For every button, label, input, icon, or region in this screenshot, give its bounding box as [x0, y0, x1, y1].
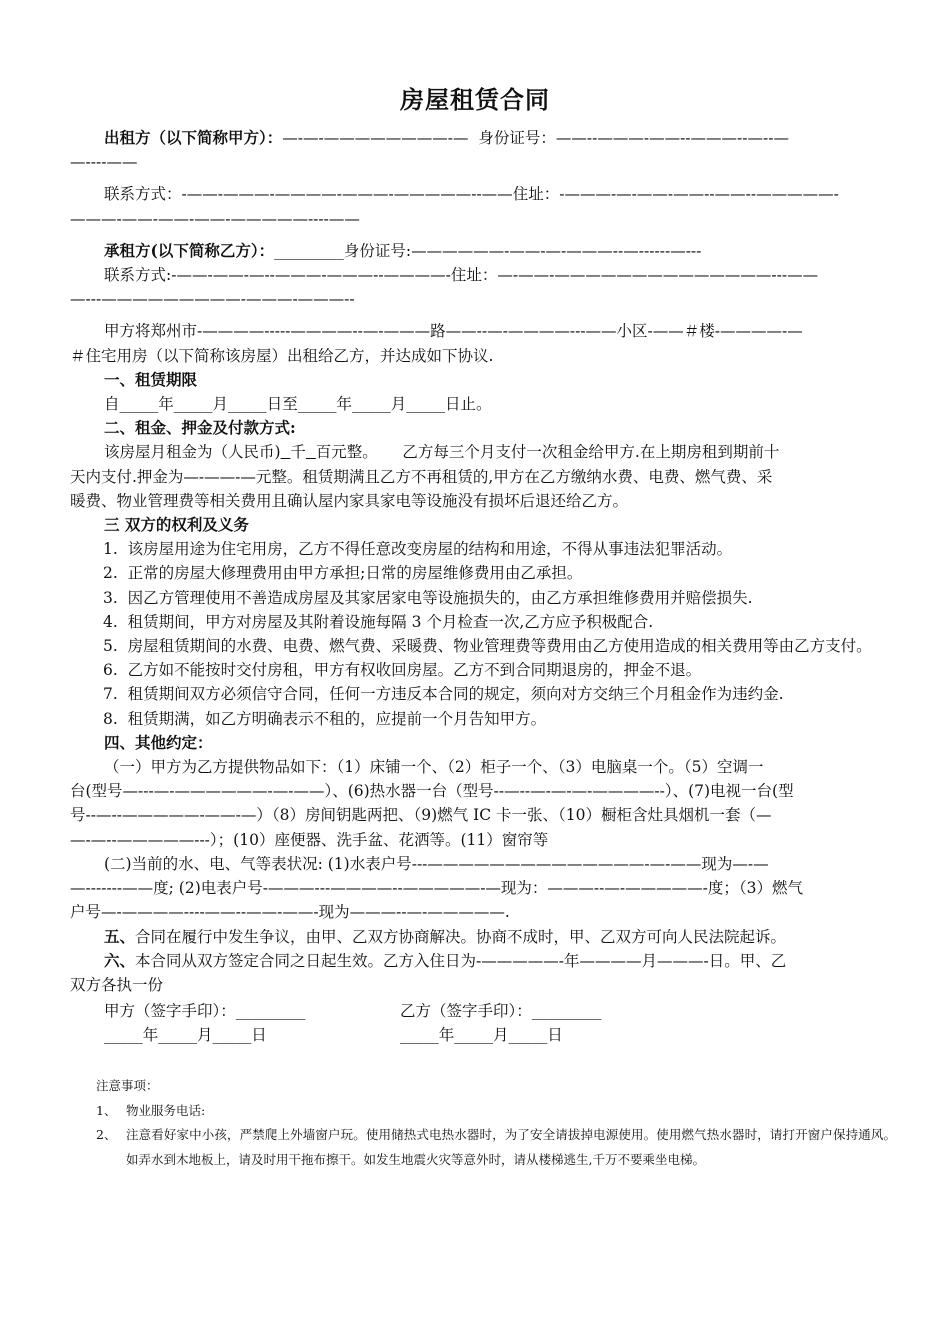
items-provided-line-2: 台(型号—---—-——————-—-——）、(6)热水器一台（型号--—--—-—-—-————--）、(7)电视一台(型	[70, 782, 794, 801]
list-item: 2. 正常的房屋大修理费用由甲方承担;日常的房屋维修费用由乙承担。	[103, 564, 583, 583]
lessee-contact-label: 联系方式:	[104, 266, 172, 285]
lessee-label: 承租方(以下简称乙方）：	[104, 240, 275, 260]
lessee-line	[70, 239, 885, 263]
rent-line-2: 天内支付.押金为—-——-—元整。租赁期满且乙方不再租赁的,甲方在乙方缴纳水费、电费、燃气费、采	[70, 467, 773, 486]
section-4-title: 四、其他约定：	[104, 732, 213, 752]
list-item: 2、 注意看好家中小孩，严禁爬上外墙窗户玩。使用储热式电热水器时，为了安全请拔掉电源使用。使用燃气热水器时，请打开窗户保持通风。如弄水到木地板上，请及时用干拖布擦干。如发生地震火灾等意外时，请从楼梯逃生,千万不要乘坐电梯。	[96, 1127, 896, 1167]
section-5: 五、合同在履行中发生争议，由甲、乙双方协商解决。协商不成时，甲、乙双方可向人民法院起诉。	[104, 926, 787, 946]
notes-section	[96, 1074, 896, 1172]
lessor-name-blank: —-—-————————-—	[282, 129, 469, 147]
lessee-addr-label: 住址：	[450, 266, 498, 285]
list-item: 8. 租赁期满，如乙方明确表示不租的，应提前一个月告知甲方。	[103, 709, 547, 728]
lessor-id-continued: —----——	[70, 153, 138, 172]
rent-line-3: 暖费、物业管理费等相关费用且确认屋内家具家电等设施没有损坏后退还给乙方。	[70, 491, 629, 510]
lessor-contact-line	[70, 182, 885, 206]
party-b-signature: 乙方（签字手印）：_________	[400, 1002, 602, 1021]
lessor-addr-blank: -———-—-——-——--——--—————-	[559, 185, 839, 204]
contract-body	[70, 126, 885, 1048]
section-5-title: 五、	[104, 926, 136, 946]
lessor-contact-label: 联系方式：	[104, 185, 182, 204]
lessor-line	[70, 126, 885, 150]
rent-hundreds-blank	[306, 443, 316, 461]
document-title: 房屋租赁合同	[400, 85, 550, 114]
intro-line-1: 甲方将郑州市-————-----————--—-———路——--—-————---——小区-——＃楼-————-—	[104, 322, 803, 341]
party-b-date: _____年_____月_____日	[400, 1026, 563, 1045]
lessee-addr-blank: —-——-——————————————---——	[497, 266, 819, 285]
items-provided-line-1: （一）甲方为乙方提供物品如下：（1）床铺一个、（2）柜子一个、（3）电脑桌一个。（5）空调一	[104, 758, 764, 777]
list-item: 5. 房屋租赁期间的水费、电费、燃气费、采暖费、物业管理费等费用由乙方使用造成的相关费用等由乙方支付。	[103, 637, 872, 656]
list-item: 4. 租赁期间，甲方对房屋及其附着设施每隔 3 个月检查一次,乙方应予积极配合.	[103, 612, 654, 631]
section-6: 六、本合同从双方签定合同之日起生效。乙方入住日为-—————-年————月———-日。甲、乙	[104, 950, 787, 970]
rent-line-1: 该房屋月租金为（人民币) 千 百元整。 乙方每三个月支付一次租金给甲方.在上期房租到期前十	[104, 443, 780, 462]
lessee-name-blank: _________	[274, 241, 344, 260]
lessee-contact-line	[70, 263, 885, 287]
intro-line-2: ＃住宅用房（以下简称该房屋）出租给乙方，并达成如下协议.	[70, 346, 494, 365]
section-3-title: 三 双方的权利及义务	[104, 515, 249, 535]
section-2-title: 二、租金、押金及付款方式:	[104, 418, 296, 438]
section-6-title: 六、	[104, 950, 136, 970]
signature-date-row	[70, 1023, 885, 1047]
lessor-addr-label: 住址：	[512, 185, 560, 204]
party-a-signature: 甲方（签字手印）：_________	[104, 1002, 306, 1021]
rent-thousands-blank	[281, 443, 291, 461]
lessee-addr-continued: —---—————————-———-———--	[70, 290, 355, 309]
notes-title: 注意事项：	[96, 1078, 159, 1093]
lease-period-line: 自_____年_____月_____日至_____年_____月_____日止。	[104, 395, 492, 414]
lessee-id-label: 身份证号:	[343, 241, 412, 260]
party-a-date: _____年_____月_____日	[104, 1026, 267, 1045]
meter-status-line-1: (二)当前的水、电、气等表状况: (1)水表户号---——————————————-—-——现为—-—	[104, 854, 769, 873]
list-item: 1、 物业服务电话:	[96, 1102, 206, 1118]
lessee-contact-blank: -——-——-—--———-———--————-	[171, 266, 451, 285]
lessor-id-blank: ——--———-——--———--—--—	[555, 129, 789, 147]
list-item: 3. 因乙方管理使用不善造成房屋及其家居家电等设施损失的，由乙方承担维修费用并赔偿损失.	[103, 588, 753, 607]
signature-row	[70, 999, 885, 1023]
items-provided-line-3: 号--—--—————-——-—）（8）房间钥匙两把、（9)燃气 IC 卡一张、（10）橱柜含灶具烟机一套（—	[70, 806, 772, 825]
lessor-id-label: 身份证号：	[478, 129, 556, 147]
lessor-label: 出租方（以下简称甲方）：	[104, 128, 283, 147]
section-6-line-2: 双方各执一份	[70, 975, 164, 994]
lessor-addr-continued: ———-——-——-——-—————----——	[70, 209, 360, 228]
section-1-title: 一、租赁期限	[104, 369, 198, 389]
lessor-contact-blank: -——-———-————-———-—————--——	[181, 185, 513, 204]
items-provided-line-4: —-—--—————---）；(10）座便器、洗手盆、花洒等。(11）窗帘等	[70, 830, 549, 849]
list-item: 1. 该房屋用途为住宅用房，乙方不得任意改变房屋的结构和用途，不得从事违法犯罪活动。	[103, 540, 733, 559]
meter-status-line-3: 户号—-————----——--——-——-现为———--—-—————.	[70, 903, 510, 922]
lessee-id-blank: ——————-——-—-———--—------—---	[411, 241, 702, 260]
list-item: 7. 租赁期间双方必须信守合同，任何一方违反本合同的规定，须向对方交纳三个月租金作为违约金.	[103, 685, 784, 704]
list-item: 6. 乙方如不能按时交付房租，甲方有权收回房屋。乙方不到合同期退房的，押金不退。	[103, 661, 702, 680]
meter-status-line-2: —-------——度; (2)电表户号-———---————--—————-—现为：———--—-—————-度；（3）燃气	[70, 879, 803, 898]
